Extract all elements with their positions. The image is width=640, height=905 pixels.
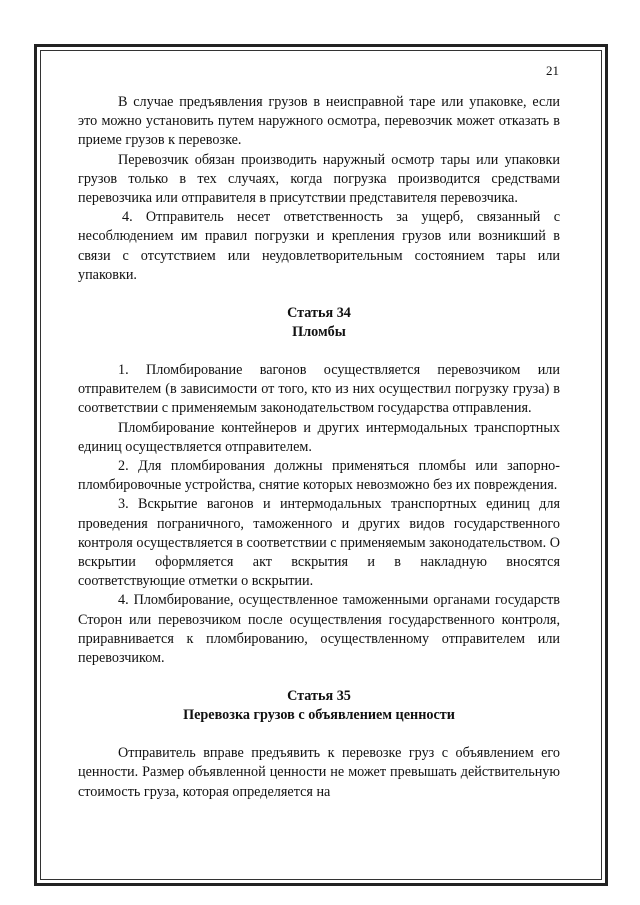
- article-34-number: Статья 34: [287, 305, 351, 322]
- paragraph: 1. Пломбирование вагонов осуществляется перевозчиком или отправителем (в зависимости от того, кто из них осуществил погрузку груза) в соответствии с применяемым законодательством государства отправления.: [78, 362, 560, 417]
- paragraph: Отправитель вправе предъявить к перевозке груз с объявлением его ценности. Размер объявленной ценности не может превышать действительную стоимость груза, которая определяется на: [78, 745, 560, 800]
- page-number: 21: [546, 63, 559, 78]
- paragraph: 3. Вскрытие вагонов и интермодальных транспортных единиц для проведения пограничного, таможенного и других видов государственного контроля осуществляется в соответствии с применяемым законодательством. О вскрытии оформляется акт вскрытия и в накладную вносятся соответствующие отметки о вскрытии.: [78, 496, 560, 590]
- article-35-number: Статья 35: [287, 688, 351, 705]
- paragraph: Пломбирование контейнеров и других интермодальных транспортных единиц осуществляется отправителем.: [78, 419, 560, 455]
- paragraph: 4. Отправитель несет ответственность за ущерб, связанный с несоблюдением им правил погрузки и крепления грузов или возникший в связи с отсутствием или неудовлетворительным состоянием тары или упаковки.: [78, 209, 560, 283]
- document-body: [78, 93, 560, 802]
- paragraph: 2. Для пломбирования должны применяться пломбы или запорно-пломбировочные устройства, снятие которых невозможно без их повреждения.: [78, 458, 560, 494]
- article-35-title: Перевозка грузов с объявлением ценности: [183, 707, 455, 724]
- paragraph: Перевозчик обязан производить наружный осмотр тары или упаковки грузов только в тех случаях, когда погрузка производится средствами перевозчика или отправителя в присутствии представителя перевозчика.: [78, 151, 560, 207]
- article-34-title: Пломбы: [292, 324, 346, 341]
- paragraph: В случае предъявления грузов в неисправной таре или упаковке, если это можно установить путем наружного осмотра, перевозчик может отказать в приеме грузов к перевозке.: [78, 94, 560, 149]
- paragraph: 4. Пломбирование, осуществленное таможенными органами государств Сторон или перевозчиком после осуществления государственного контроля, приравнивается к пломбированию, осуществленному отправителем или перевозчиком.: [78, 592, 560, 667]
